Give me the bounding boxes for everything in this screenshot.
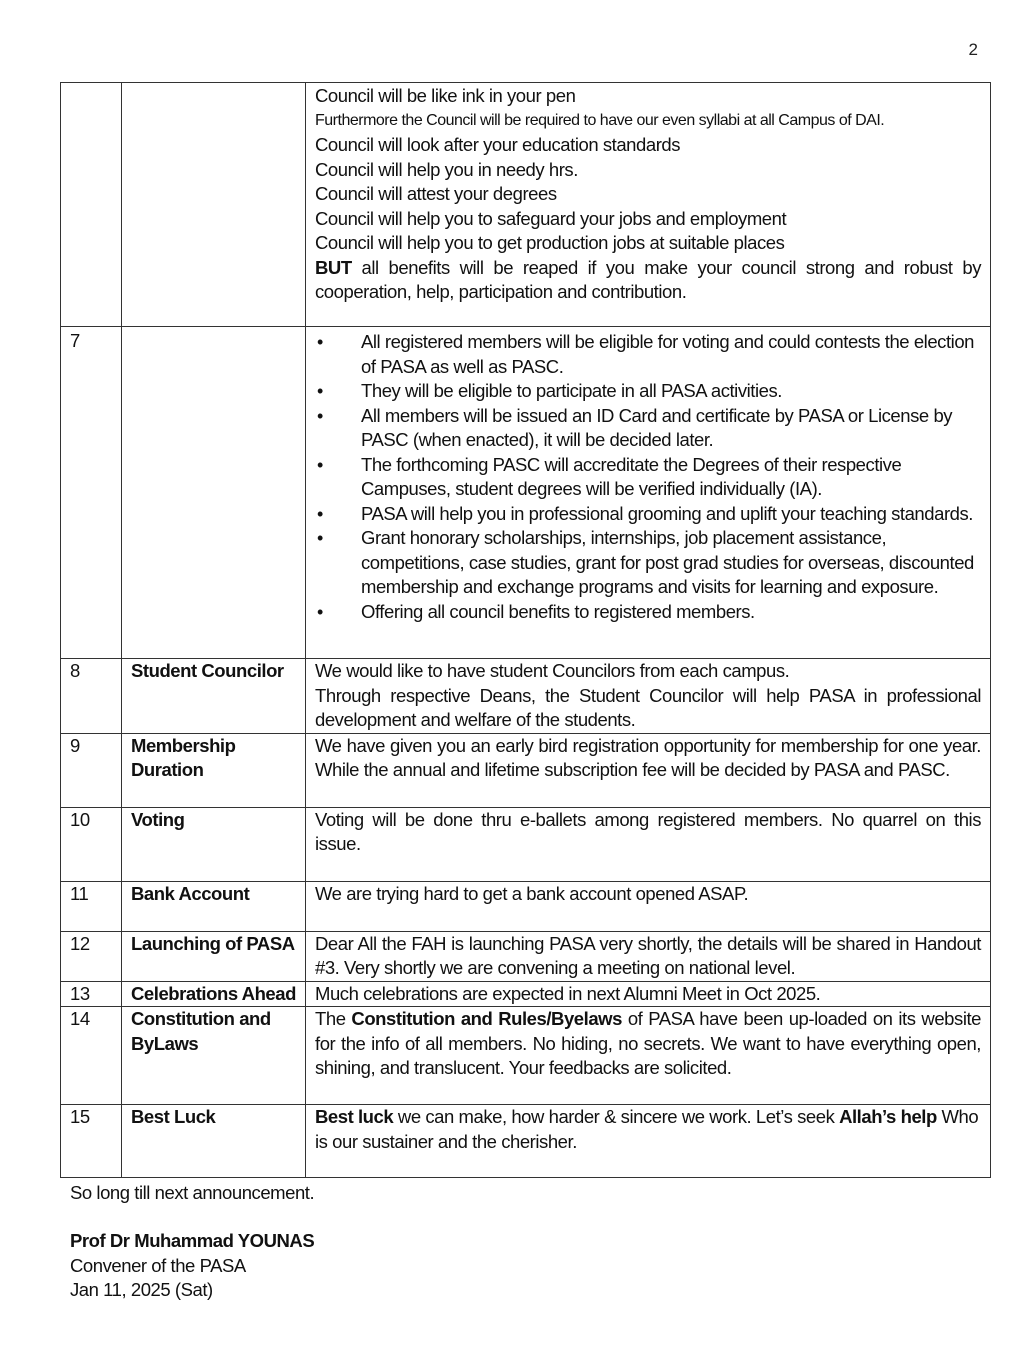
table-row [61,733,991,807]
content-line: Furthermore the Council will be required to have our even syllabi at all Campus of DAI. [315,111,885,129]
row-topic: Student Councilor [122,659,306,734]
bold-text: BUT [315,256,352,278]
content-text: Who is our sustainer and the cherisher. [315,1106,979,1152]
row-number: 15 [61,1105,122,1178]
content-text: of PASA have been up-loaded on its website for the info of all members. No hiding, no secrets. We want to have everything open, shining, and translucent. Your feedbacks are solicited. [315,1008,982,1078]
table-row [61,981,991,1007]
list-item: • Offering all council benefits to registered members. [315,600,981,625]
content-paragraph [315,256,981,305]
bold-text: Best luck [315,1106,394,1127]
row-topic [122,733,306,807]
announcement-table [60,82,991,1178]
row-content [306,327,991,659]
row-content [306,1105,991,1178]
table-row [61,807,991,881]
content-line: Council will help you in needy hrs. [315,158,578,180]
row-number: 11 [61,881,122,931]
content-text: all benefits will be reaped if you make your council strong and robust by cooperation, help, participation and contribution. [315,256,981,302]
signatory-title: Convener of the PASA [70,1254,246,1276]
row-content [306,83,991,327]
table-row [61,327,991,659]
row-number: 9 [61,733,122,807]
topic-line: Constitution and [131,1008,271,1029]
row-content: We have given you an early bird registration opportunity for membership for one year. While the annual and lifetime subscription fee will be decided by PASA and PASC. [306,733,991,807]
list-item: • All registered members will be eligible for voting and could contests the election of PASA as well as PASC. [315,330,981,379]
row-content [306,1007,991,1105]
row-topic [122,327,306,659]
bold-text: Constitution and Rules/Byelaws [351,1008,622,1029]
list-item: • All members will be issued an ID Card and certificate by PASA or License by PASC (when enacted), it will be decided later. [315,404,981,453]
table-row [61,83,991,327]
topic-line: ByLaws [131,1032,199,1054]
row-topic: Launching of PASA [122,931,306,981]
row-number: 7 [61,327,122,659]
row-topic: Celebrations Ahead [122,981,306,1007]
row-topic [122,83,306,327]
row-content: Voting will be done thru e-ballets among registered members. No quarrel on this issue. [306,807,991,881]
content-text: The [315,1008,352,1029]
content-line: Council will help you to get production jobs at suitable places [315,232,785,253]
content-line: Council will attest your degrees [315,183,557,204]
content-paragraph: Through respective Deans, the Student Councilor will help PASA in professional development and welfare of the students. [315,684,981,730]
content-line: Council will help you to safeguard your jobs and employment [315,207,787,229]
row-number: 12 [61,931,122,981]
row-content [306,659,991,734]
row-content: We are trying hard to get a bank account opened ASAP. [306,881,991,931]
row-number: 8 [61,659,122,734]
list-item: • Grant honorary scholarships, internships, job placement assistance, competitions, case studies, grant for post grad studies for overseas, discounted membership and exchange programs and visits for learning and exposure. [315,526,981,600]
row-number: 13 [61,981,122,1007]
topic-line: Duration [131,759,204,780]
list-item: • They will be eligible to participate in all PASA activities. [315,379,981,404]
signatory-name: Prof Dr Muhammad YOUNAS [70,1230,315,1251]
closing-line: So long till next announcement. [70,1182,315,1203]
signature-block [70,1229,314,1303]
topic-line: Membership [131,734,236,756]
table-row [61,881,991,931]
list-item: • The forthcoming PASC will accreditate the Degrees of their respective Campuses, student degrees will be verified individually (IA). [315,453,981,502]
content-text: we can make, how harder & sincere we work. Let’s seek [393,1106,840,1127]
page-number: 2 [968,40,978,59]
row-number: 10 [61,807,122,881]
table-row [61,1007,991,1105]
content-line: Council will be like ink in your pen [315,85,576,106]
row-topic [122,1007,306,1105]
row-content: Much celebrations are expected in next Alumni Meet in Oct 2025. [306,981,991,1007]
row-topic: Voting [122,807,306,881]
table-row [61,659,991,734]
bold-text: Allah’s help [839,1106,937,1127]
content-line: Council will look after your education standards [315,134,681,155]
table-row [61,1105,991,1178]
list-item: • PASA will help you in professional grooming and uplift your teaching standards. [315,502,981,527]
content-line: We would like to have student Councilors from each campus. [315,660,790,681]
signature-date: Jan 11, 2025 (Sat) [70,1279,213,1300]
row-content: Dear All the FAH is launching PASA very shortly, the details will be shared in Handout #3. Very shortly we are convening a meeting on national level. [306,931,991,981]
benefits-list [315,330,981,624]
row-topic: Bank Account [122,881,306,931]
table-row [61,931,991,981]
row-number [61,83,122,327]
row-topic: Best Luck [122,1105,306,1178]
row-number: 14 [61,1007,122,1105]
